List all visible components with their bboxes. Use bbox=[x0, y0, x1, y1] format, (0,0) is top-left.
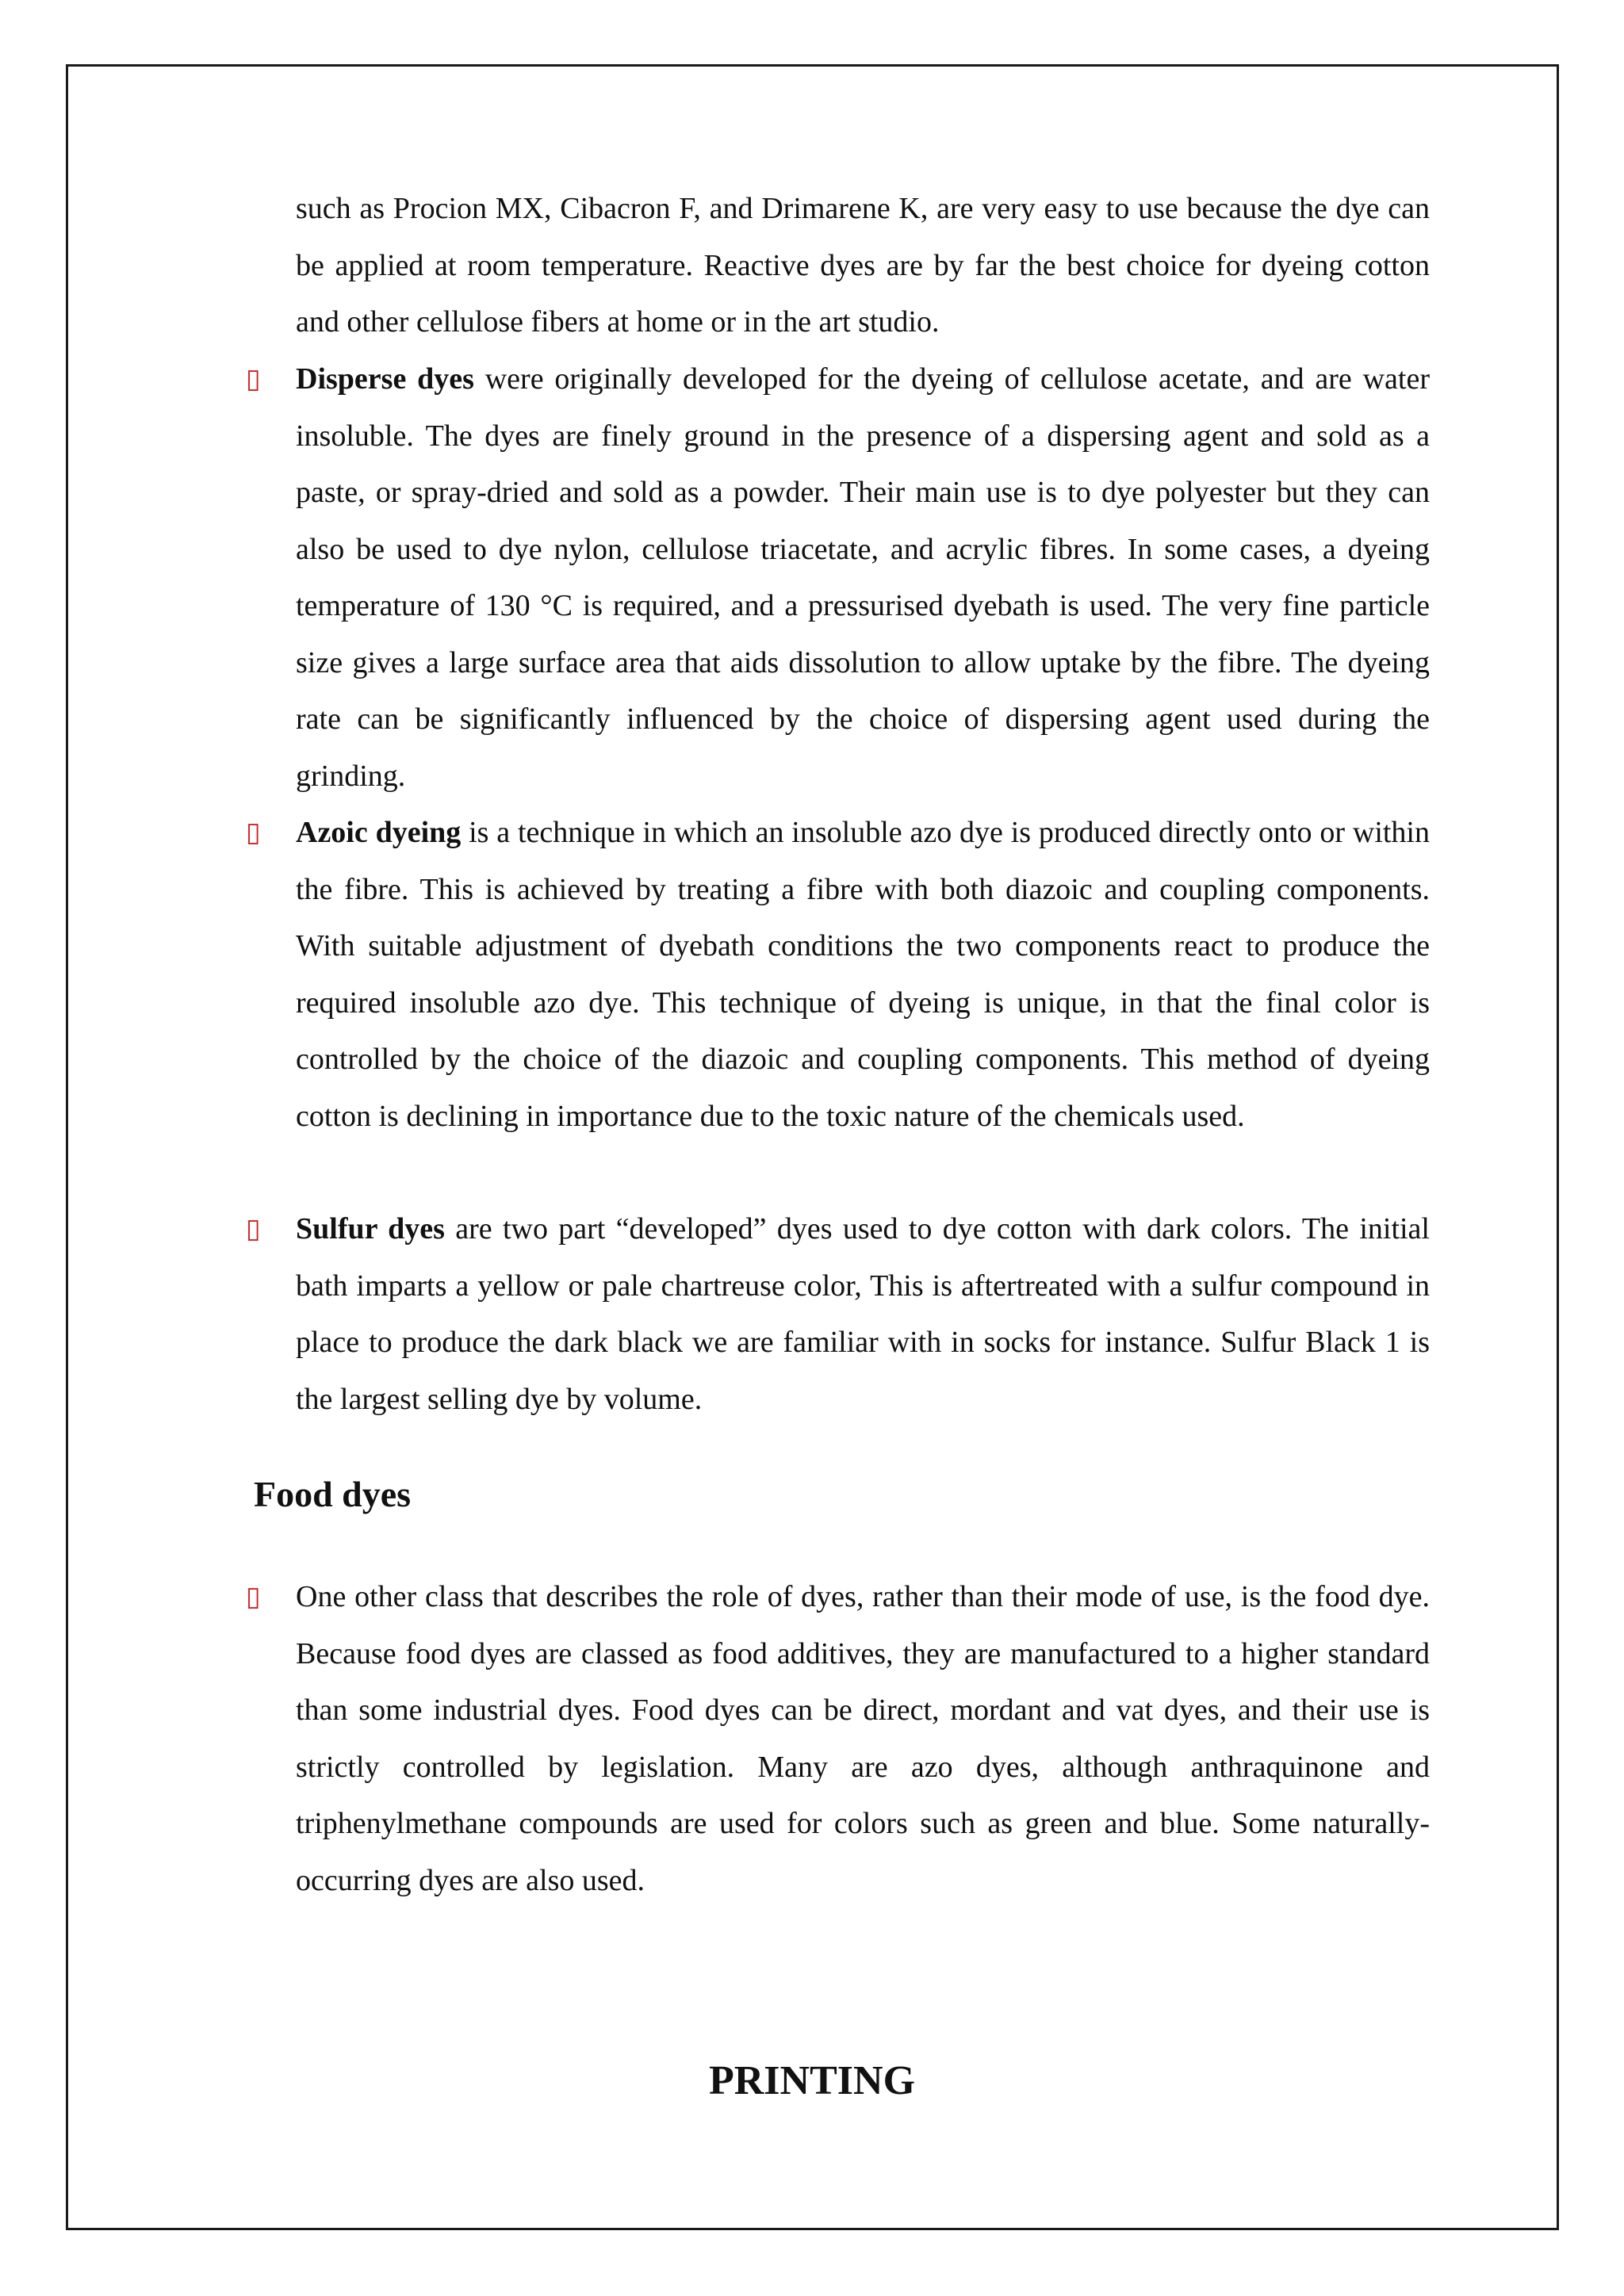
item-text: were originally developed for the dyeing of cellulose acetate, and are water insoluble. The dyes are finely ground in the presence of a dispersing agent and sold as a paste, or spray-dried and sold as a powder. Their main use is to dye polyester but they can also be used to dye nylon, cellulose triacetate, and acrylic fibres. In some cases, a dyeing temperature of 130 °C is required, and a pressurised dyebath is used. The very fine particle size gives a large surface area that aids dissolution to allow uptake by the fibre. The dyeing rate can be significantly influenced by the choice of dispersing agent used during the grinding. bbox=[296, 362, 1430, 793]
item-text: is a technique in which an insoluble azo dye is produced directly onto or within the fibre. This is achieved by treating a fibre with both diazoic and coupling components. With suitable adjustment of dyebath conditions the two components react to produce the required insoluble azo dye. This technique of dyeing is unique, in that the final color is controlled by the choice of the diazoic and coupling components. This method of dyeing cotton is declining in importance due to the toxic nature of the chemicals used. bbox=[296, 816, 1430, 1133]
list-item-azoic-dyeing bbox=[246, 805, 1430, 1145]
bullet-icon: ▯ bbox=[246, 1581, 261, 1613]
section-heading-food-dyes: Food dyes bbox=[254, 1474, 412, 1514]
term-label: Sulfur dyes bbox=[296, 1212, 445, 1246]
item-text: are two part “developed” dyes used to dye cotton with dark colors. The initial bath imparts a yellow or pale chartreuse color, This is aftertreated with a sulfur compound in place to produce the dark black we are familiar with in socks for instance. Sulfur Black 1 is the largest selling dye by volume. bbox=[296, 1212, 1430, 1416]
bullet-icon: ▯ bbox=[246, 817, 261, 848]
page-heading-printing: PRINTING bbox=[708, 2058, 916, 2103]
item-text: One other class that describes the role of dyes, rather than their mode of use, is the food dye. Because food dyes are classed as food additives, they are manufactured to a higher standard than some industrial dyes. Food dyes can be direct, mordant and vat dyes, and their use is strictly controlled by legislation. Many are azo dyes, although anthraquinone and triphenylmethane compounds are used for colors such as green and blue. Some naturally-occurring dyes are also used. bbox=[296, 1580, 1430, 1897]
bullet-icon: ▯ bbox=[246, 363, 261, 395]
term-label: Disperse dyes bbox=[296, 362, 474, 396]
term-label: Azoic dyeing bbox=[296, 816, 462, 849]
list-item-sulfur-dyes bbox=[246, 1201, 1430, 1428]
intro-paragraph: such as Procion MX, Cibacron F, and Drimarene K, are very easy to use because the dye can be applied at room temperature. Reactive dyes are by far the best choice for dyeing cotton and other cellulose fibers at home or in the art studio. bbox=[296, 192, 1430, 339]
list-item-disperse-dyes bbox=[246, 351, 1430, 805]
bullet-icon: ▯ bbox=[246, 1213, 261, 1245]
list-item-food-dyes bbox=[246, 1569, 1430, 1909]
